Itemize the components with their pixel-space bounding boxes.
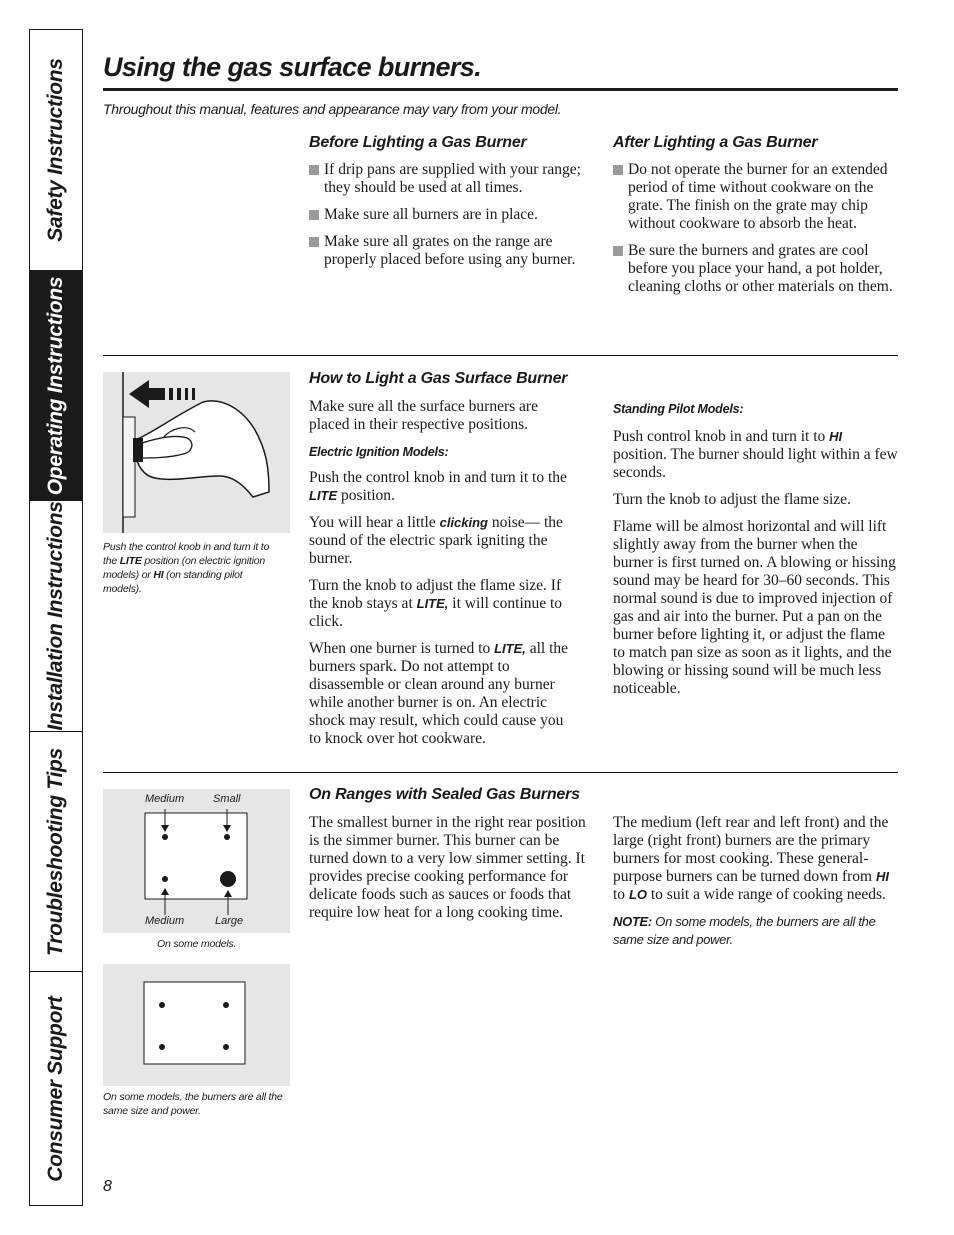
section-tab-bar [29, 29, 83, 1206]
bullet-square-icon [613, 165, 623, 175]
tab-label: Troubleshooting Tips [44, 747, 67, 956]
after-lighting-list [613, 161, 903, 305]
burner-layout-diagram-mixed [103, 789, 290, 933]
burner-label-large: Large [215, 915, 244, 927]
page-title: Using the gas surface burners. [103, 52, 482, 82]
before-lighting-heading: Before Lighting a Gas Burner [309, 134, 527, 151]
diagram1-caption: On some models. [157, 938, 237, 950]
burner-label-small: Small [213, 793, 241, 805]
paragraph: The medium (left rear and left front) and the large (right front) burners are the primary burners for most cooking. These general-purpose burners can be turned down from HI to LO to suit a wide range of cooking needs. [613, 814, 889, 903]
list-item: If drip pans are supplied with your range; they should be used at all times. [309, 161, 599, 197]
cooktop-equal-burners-icon [103, 964, 290, 1086]
how-to-light-heading: How to Light a Gas Surface Burner [309, 370, 568, 387]
cooktop-burners-icon [103, 789, 290, 933]
paragraph: Flame will be almost horizontal and will lift slightly away from the burner when the burner is first turned on. A blowing or hissing sound may be heard for 30–60 seconds. This normal sound is due to improved injection of gas and air into the burner. Put a pan on the burner before lighting it, or adjust the flame to match pan size as soon as it lights, and the blowing or hissing sound will be much less noticeable. [613, 518, 896, 697]
paragraph: You will hear a little clicking noise— the sound of the electric spark igniting the burner. [309, 514, 563, 567]
bullet-square-icon [309, 210, 319, 220]
paragraph: Turn the knob to adjust the flame size. [613, 491, 851, 508]
paragraph: Push the control knob in and turn it to the LITE position. [309, 469, 567, 504]
hand-pushing-knob-icon [103, 372, 290, 533]
standing-pilot-column [613, 398, 899, 707]
diagram2-caption: On some models, the burners are all the same size and power. [103, 1091, 283, 1117]
sealed-burners-left-column [309, 814, 587, 931]
note-text: NOTE: On some models, the burners are all the same size and power. [613, 914, 876, 947]
bullet-square-icon [613, 246, 623, 256]
page-subtitle: Throughout this manual, features and appearance may vary from your model. [103, 101, 562, 117]
paragraph: When one burner is turned to LITE, all the burners spark. Do not attempt to disassemble or clean around any burner while another burner is on. An electric shock may result, which could cause you to knock over hot cookware. [309, 640, 569, 747]
sealed-burners-right-column [613, 814, 897, 949]
page-number: 8 [103, 1178, 112, 1195]
tab-label: Safety Instructions [44, 58, 67, 242]
tab-label: Consumer Support [44, 995, 67, 1182]
section-divider [103, 355, 898, 356]
paragraph: Push control knob in and turn it to HI position. The burner should light within a few seconds. [613, 428, 898, 481]
tab-operating-instructions[interactable] [30, 271, 82, 501]
knob-figure-caption: Push the control knob in and turn it to the LITE position (on electric ignition models) or HI (on standing pilot models). [103, 541, 270, 595]
intro-paragraph: Make sure all the surface burners are placed in their respective positions. [309, 398, 538, 433]
electric-ignition-column [309, 398, 579, 757]
paragraph: Turn the knob to adjust the flame size. If the knob stays at LITE, it will continue to click. [309, 577, 563, 630]
sealed-burners-heading: On Ranges with Sealed Gas Burners [309, 786, 580, 803]
tab-troubleshooting-tips[interactable] [30, 732, 82, 972]
burner-label-medium-front: Medium [145, 915, 185, 927]
after-lighting-heading: After Lighting a Gas Burner [613, 134, 818, 151]
tab-label: Operating Instructions [44, 276, 67, 495]
list-item: Make sure all grates on the range are properly placed before using any burner. [309, 233, 599, 269]
standing-pilot-heading: Standing Pilot Models: [613, 402, 744, 416]
bullet-square-icon [309, 237, 319, 247]
list-item: Be sure the burners and grates are cool before you place your hand, a pot holder, cleaning cloths or other materials on them. [613, 242, 903, 296]
tab-label: Installation Instructions [44, 501, 67, 731]
tab-installation-instructions[interactable] [30, 501, 82, 732]
before-lighting-list [309, 161, 599, 278]
electric-ignition-heading: Electric Ignition Models: [309, 445, 449, 459]
knob-illustration [103, 372, 290, 533]
bullet-square-icon [309, 165, 319, 175]
list-item: Make sure all burners are in place. [309, 206, 599, 224]
section-divider [103, 772, 898, 773]
paragraph: The smallest burner in the right rear position is the simmer burner. This burner can be turned down to a very low simmer setting. It provides precise cooking performance for delicate foods such as sauces or foods that require low heat for a long cooking time. [309, 814, 586, 921]
burner-layout-diagram-equal [103, 964, 290, 1086]
title-rule [103, 88, 898, 91]
tab-consumer-support[interactable] [30, 972, 82, 1205]
tab-safety-instructions[interactable] [30, 30, 82, 271]
list-item: Do not operate the burner for an extended period of time without cookware on the grate. The finish on the grate may chip without cookware to absorb the heat. [613, 161, 903, 233]
burner-label-medium-rear: Medium [145, 793, 185, 805]
